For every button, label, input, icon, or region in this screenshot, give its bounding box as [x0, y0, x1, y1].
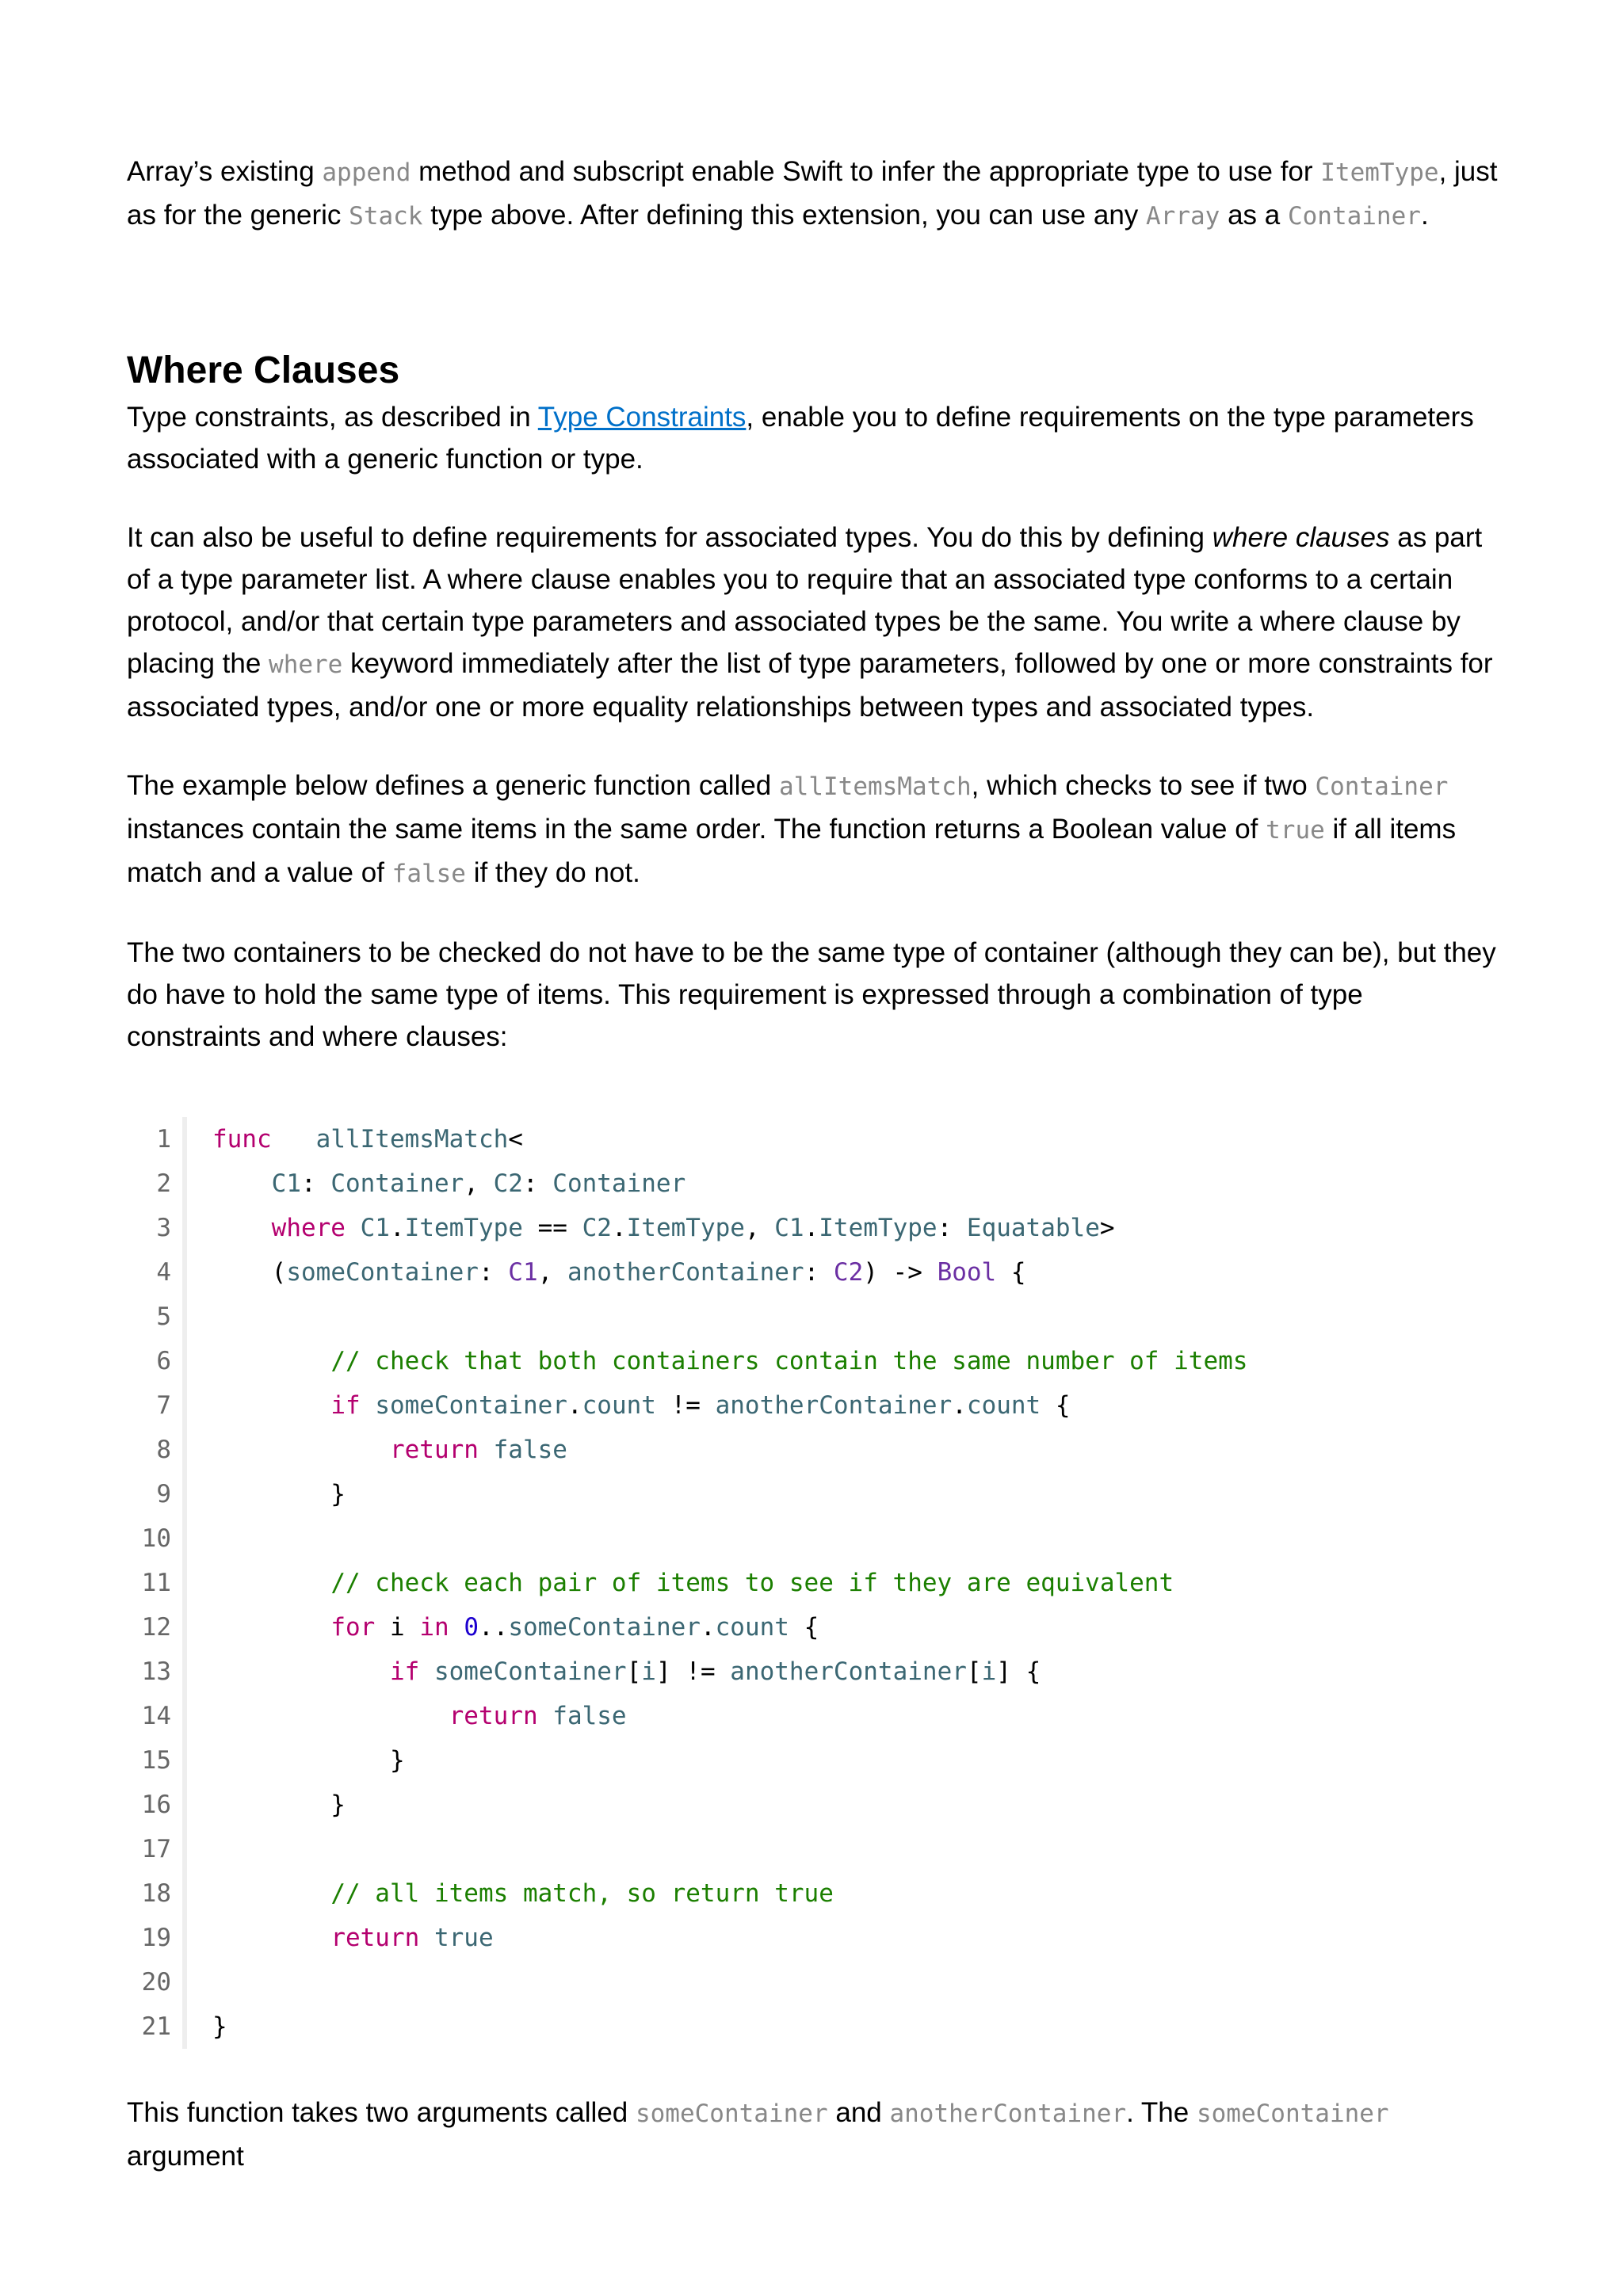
- code-line: [127, 1694, 1502, 1738]
- code-token: return: [389, 1436, 479, 1464]
- code-token: someContainer: [433, 1657, 627, 1686]
- code-token: .: [952, 1391, 967, 1420]
- line-number: 1: [156, 1125, 171, 1154]
- code-token: Equatable: [966, 1214, 1100, 1242]
- code-token: [419, 1924, 434, 1952]
- text: as part of a type parameter list. A where clause enables you to require that an associated type conforms to a certain protocol, and/or that certain type parameters and associated types be the same. You write a where clause by placing the: [127, 522, 1483, 679]
- gutter-divider: [182, 1960, 187, 2004]
- code-token: [212, 1169, 272, 1198]
- line-number: 10: [141, 1524, 171, 1553]
- text: This function takes two arguments called: [127, 2097, 636, 2128]
- line-number: 21: [141, 2012, 171, 2041]
- code-token: ,: [744, 1214, 775, 1242]
- code-token: if: [389, 1657, 420, 1686]
- code-token: for: [330, 1613, 376, 1642]
- code-token: Container: [330, 1169, 464, 1198]
- code-token: count: [715, 1613, 789, 1642]
- code-line: [127, 1295, 1502, 1339]
- gutter-divider: [182, 1516, 187, 1561]
- text: . The: [1126, 2097, 1197, 2128]
- code-line: [127, 1472, 1502, 1516]
- code-token: i: [641, 1657, 656, 1686]
- code-text: [187, 1569, 1174, 1597]
- gutter-divider: [182, 1827, 187, 1871]
- code-token: [212, 1214, 272, 1242]
- code-token: <: [508, 1125, 523, 1154]
- text: type above. After defining this extension, you can use any: [422, 200, 1147, 231]
- line-number: 3: [156, 1214, 171, 1242]
- code-line: [127, 1161, 1502, 1206]
- code-token: C1: [271, 1169, 301, 1198]
- code-token: [212, 1347, 330, 1375]
- text: Array’s existing: [127, 156, 323, 187]
- code-line: [127, 1650, 1502, 1694]
- type-constraints-link[interactable]: Type Constraints: [537, 402, 747, 433]
- code-token: anotherContainer: [715, 1391, 953, 1420]
- code-token: [212, 1924, 330, 1952]
- code-token: C2: [582, 1214, 612, 1242]
- line-number: 6: [156, 1347, 171, 1375]
- code-token: :: [522, 1169, 553, 1198]
- paragraph-example: [127, 765, 1502, 895]
- paragraph-arguments: [127, 2092, 1502, 2177]
- inline-code: someContainer: [1196, 2100, 1389, 2128]
- code-token: C2: [493, 1169, 523, 1198]
- gutter-divider: [182, 1295, 187, 1339]
- code-token: C1: [345, 1214, 390, 1242]
- code-token: .: [389, 1214, 405, 1242]
- code-token: return: [449, 1702, 538, 1730]
- code-token: ItemType: [404, 1214, 523, 1242]
- inline-code: true: [1266, 816, 1325, 845]
- line-number: 2: [156, 1169, 171, 1198]
- code-line: [127, 1206, 1502, 1250]
- code-token: ItemType: [819, 1214, 938, 1242]
- code-token: ) ->: [863, 1258, 938, 1287]
- text: , enable you to define requirements on the type parameters associated with a generic function or type.: [127, 402, 1474, 475]
- text: instances contain the same items in the same order. The function returns a Boolean value of: [127, 814, 1266, 845]
- code-token: {: [1041, 1391, 1071, 1420]
- intro-paragraph: [127, 151, 1502, 238]
- code-token: i: [981, 1657, 997, 1686]
- code-line: [127, 1827, 1502, 1871]
- code-token: count: [582, 1391, 656, 1420]
- code-token: func: [212, 1125, 272, 1154]
- code-text: [187, 1613, 819, 1642]
- code-token: anotherContainer: [730, 1657, 967, 1686]
- code-token: :: [300, 1169, 331, 1198]
- code-line: [127, 1428, 1502, 1472]
- code-token: ,: [537, 1258, 567, 1287]
- code-token: true: [433, 1924, 494, 1952]
- text: Type constraints, as described in: [127, 402, 538, 433]
- code-text: [187, 1879, 834, 1908]
- code-text: [187, 1480, 346, 1508]
- code-token: 0: [464, 1613, 479, 1642]
- code-token: .: [567, 1391, 582, 1420]
- code-token: }: [212, 1480, 346, 1508]
- line-number: 16: [141, 1791, 171, 1819]
- code-line: [127, 1871, 1502, 1916]
- inline-code: someContainer: [635, 2100, 828, 2128]
- code-token: // check each pair of items to see if they are equivalent: [330, 1569, 1174, 1597]
- line-number: 12: [141, 1613, 171, 1642]
- code-token: if: [330, 1391, 361, 1420]
- code-token: [449, 1613, 464, 1642]
- code-text: [187, 1214, 1115, 1242]
- code-token: false: [493, 1436, 567, 1464]
- code-token: >: [1099, 1214, 1115, 1242]
- inline-code: allItemsMatch: [779, 772, 972, 801]
- code-token: ..: [478, 1613, 509, 1642]
- code-token: [479, 1436, 494, 1464]
- code-token: [212, 1613, 330, 1642]
- code-line: [127, 1916, 1502, 1960]
- code-token: [212, 1702, 449, 1730]
- code-token: someContainer: [286, 1258, 479, 1287]
- inline-code: ItemType: [1320, 158, 1439, 187]
- text: and: [827, 2097, 890, 2128]
- code-token: [361, 1391, 376, 1420]
- code-token: count: [966, 1391, 1041, 1420]
- code-token: [212, 1436, 390, 1464]
- text: method and subscript enable Swift to infer the appropriate type to use for: [411, 156, 1321, 187]
- code-token: Bool: [937, 1258, 997, 1287]
- code-token: false: [552, 1702, 627, 1730]
- paragraph-where-clauses: [127, 517, 1502, 728]
- code-text: [187, 1347, 1247, 1375]
- code-token: [212, 1569, 330, 1597]
- code-line: [127, 1383, 1502, 1428]
- line-number: 15: [141, 1746, 171, 1775]
- text: , just as for the generic: [127, 156, 1498, 231]
- code-line: [127, 1516, 1502, 1561]
- line-number: 11: [141, 1569, 171, 1597]
- code-token: i: [375, 1613, 420, 1642]
- code-token: in: [419, 1613, 449, 1642]
- code-text: [187, 1791, 346, 1819]
- code-text: [187, 1169, 685, 1198]
- code-text: [187, 2012, 227, 2041]
- inline-code: false: [391, 860, 466, 888]
- code-token: [212, 1391, 330, 1420]
- code-text: [187, 1746, 405, 1775]
- code-token: ] !=: [655, 1657, 731, 1686]
- line-number: 5: [156, 1302, 171, 1331]
- code-token: (: [212, 1258, 287, 1287]
- paragraph-type-constraints: [127, 396, 1502, 480]
- code-token: [: [966, 1657, 982, 1686]
- code-token: someContainer: [508, 1613, 701, 1642]
- code-token: [419, 1657, 434, 1686]
- line-number: 4: [156, 1258, 171, 1287]
- code-token: where: [271, 1214, 346, 1242]
- code-token: ItemType: [626, 1214, 745, 1242]
- text: .: [1420, 200, 1429, 231]
- code-token: [212, 1657, 390, 1686]
- code-token: [: [626, 1657, 642, 1686]
- code-token: ,: [464, 1169, 494, 1198]
- code-token: [272, 1125, 316, 1154]
- line-number: 13: [141, 1657, 171, 1686]
- code-token: [212, 1879, 330, 1908]
- code-token: !=: [655, 1391, 716, 1420]
- code-text: [187, 1924, 494, 1952]
- inline-code: Array: [1146, 202, 1220, 231]
- code-token: {: [996, 1258, 1026, 1287]
- line-number: 14: [141, 1702, 171, 1730]
- document-page-bottom: [127, 2092, 1502, 2177]
- document-page: [127, 151, 1502, 1058]
- text: keyword immediately after the list of type parameters, followed by one or more constraints for associated types, and/or one or more equality relationships between types and associated types.: [127, 648, 1493, 723]
- code-token: .: [804, 1214, 819, 1242]
- paragraph-containers: The two containers to be checked do not have to be the same type of container (although they can be), but they do have to hold the same type of items. This requirement is expressed through a combination of type constraints and where clauses:: [127, 937, 1496, 1052]
- code-line: [127, 1561, 1502, 1605]
- code-token: :: [937, 1214, 967, 1242]
- code-token: }: [212, 1791, 346, 1819]
- inline-code: Stack: [349, 202, 423, 231]
- code-token: C1: [508, 1258, 538, 1287]
- code-text: [187, 1391, 1071, 1420]
- text: , which checks to see if two: [971, 770, 1316, 801]
- line-number: 17: [141, 1835, 171, 1863]
- code-line: [127, 1738, 1502, 1783]
- code-line: [127, 1250, 1502, 1295]
- code-token: someContainer: [375, 1391, 567, 1420]
- code-token: C1: [774, 1214, 804, 1242]
- code-token: anotherContainer: [567, 1258, 804, 1287]
- code-token: // check that both containers contain the same number of items: [330, 1347, 1248, 1375]
- code-line: [127, 1960, 1502, 2004]
- code-token: C2: [833, 1258, 864, 1287]
- text: The example below defines a generic function called: [127, 770, 779, 801]
- line-number: 19: [141, 1924, 171, 1952]
- inline-code: anotherContainer: [889, 2100, 1127, 2128]
- line-number: 9: [156, 1480, 171, 1508]
- code-token: ] {: [996, 1657, 1041, 1686]
- code-token: {: [789, 1613, 819, 1642]
- code-token: [538, 1702, 553, 1730]
- text: if they do not.: [465, 857, 640, 888]
- text: if all items match and a value of: [127, 814, 1457, 888]
- code-text: [187, 1436, 567, 1464]
- code-token: return: [330, 1924, 420, 1952]
- code-token: .: [700, 1613, 716, 1642]
- code-token: }: [212, 2012, 227, 2041]
- code-token: }: [212, 1746, 405, 1775]
- code-line: [127, 1117, 1502, 1161]
- code-line: [127, 2004, 1502, 2049]
- code-token: :: [478, 1258, 509, 1287]
- line-number: 8: [156, 1436, 171, 1464]
- text: It can also be useful to define requirements for associated types. You do this by defining: [127, 522, 1212, 553]
- code-listing: [127, 1117, 1502, 2049]
- text: argument: [127, 2141, 244, 2172]
- code-token: .: [611, 1214, 627, 1242]
- code-text: [187, 1657, 1041, 1686]
- line-number: 18: [141, 1879, 171, 1908]
- code-token: Container: [552, 1169, 686, 1198]
- code-token: :: [804, 1258, 834, 1287]
- inline-code: Container: [1315, 772, 1449, 801]
- line-number: 20: [141, 1968, 171, 1997]
- text: as a: [1220, 200, 1288, 231]
- code-token: allItemsMatch: [315, 1125, 509, 1154]
- code-token: ==: [522, 1214, 582, 1242]
- emphasis: where clauses: [1212, 522, 1390, 553]
- code-text: [187, 1125, 523, 1154]
- code-line: [127, 1783, 1502, 1827]
- line-number: 7: [156, 1391, 171, 1420]
- code-text: [187, 1702, 627, 1730]
- code-line: [127, 1339, 1502, 1383]
- code-token: // all items match, so return true: [330, 1879, 834, 1908]
- section-heading: Where Clauses: [127, 349, 400, 391]
- code-line: [127, 1605, 1502, 1650]
- inline-code: where: [269, 650, 343, 679]
- inline-code: Container: [1287, 202, 1421, 231]
- code-text: [187, 1258, 1026, 1287]
- inline-code: append: [322, 158, 411, 187]
